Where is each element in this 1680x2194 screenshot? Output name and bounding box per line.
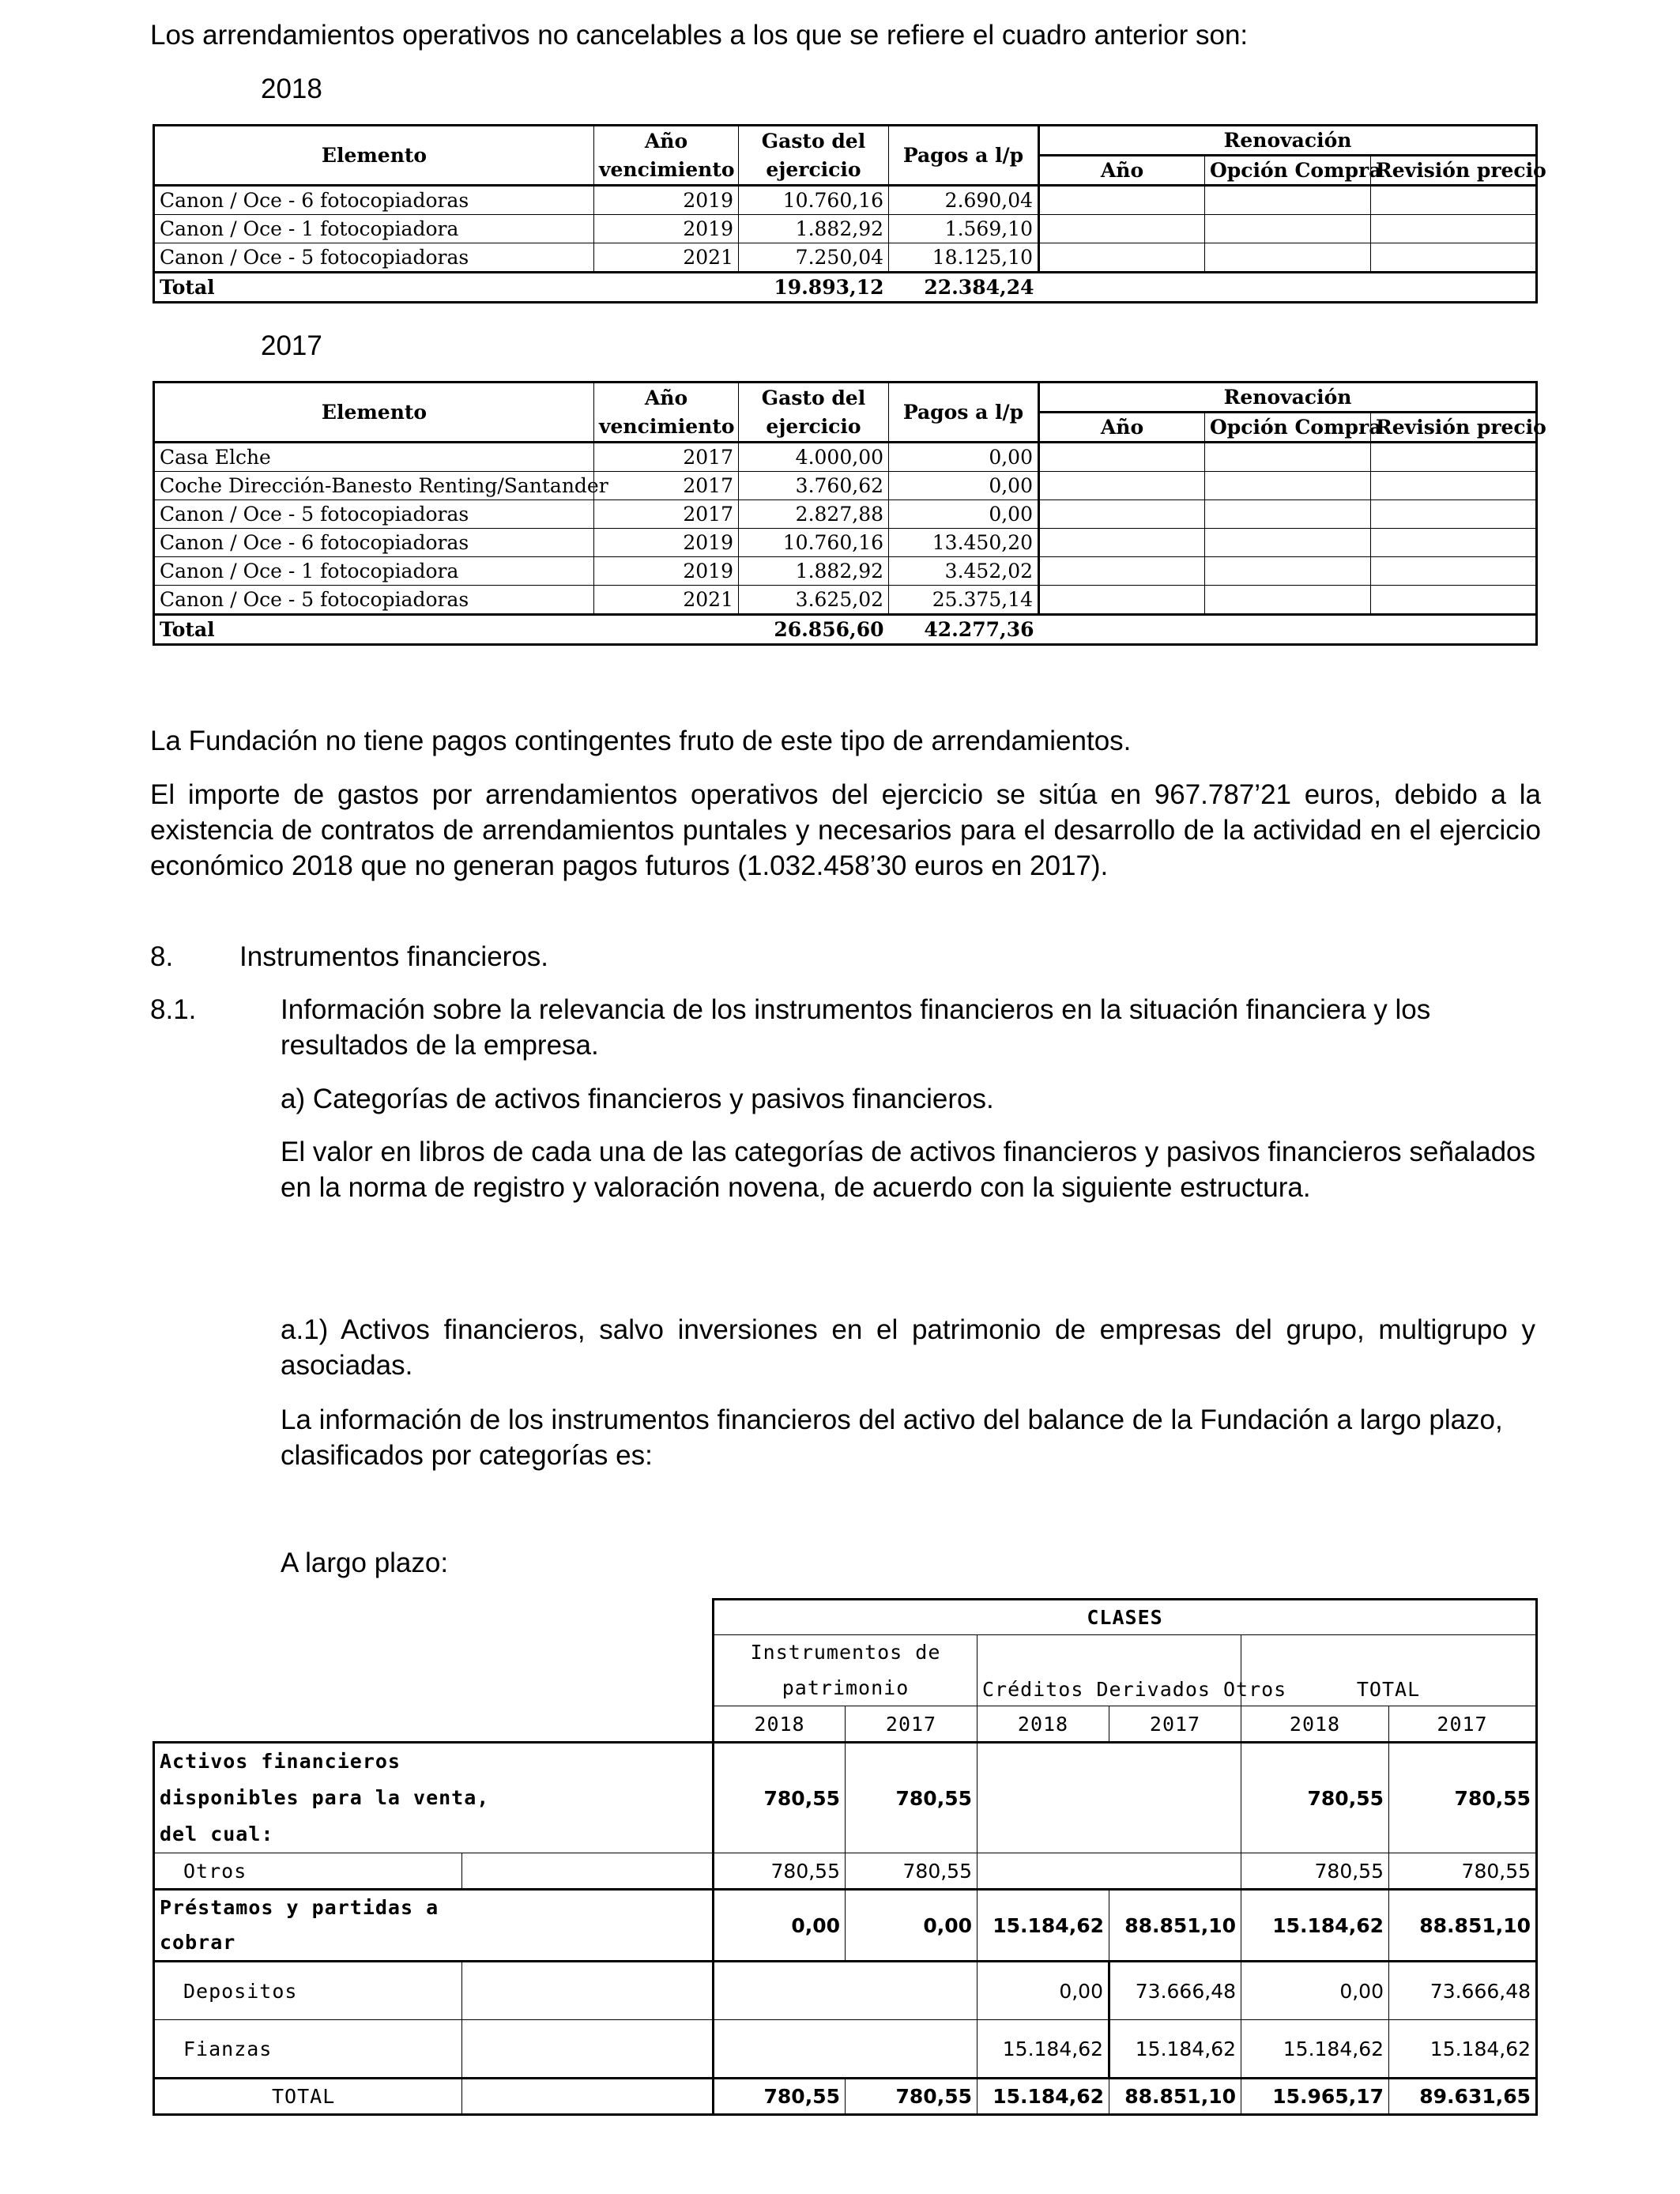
table-row [154,1853,1537,1890]
cell-empty [594,273,739,303]
value-cell: 89.631,65 [1389,2079,1537,2115]
row-label-line: del cual: [160,1823,274,1845]
cell-empty [1039,615,1205,645]
lease-table-2018 [153,124,1546,303]
cell-empty [462,2020,714,2079]
col-anio-venc: Año [594,383,739,413]
row-label-depositos: Depositos [154,1962,462,2020]
value-cell: 780,55 [1389,1853,1537,1890]
cell-empty [1371,557,1537,586]
cell-anio: 2017 [594,472,739,500]
cell-elemento: Casa Elche [154,443,594,472]
cell-empty [1205,500,1371,529]
table-row [154,586,1537,615]
lease-table-2017 [153,381,1546,646]
cell-elemento: Canon / Oce - 6 fotocopiadoras [154,186,594,215]
cell-empty [1371,443,1537,472]
cell-elemento: Canon / Oce - 1 fotocopiadora [154,557,594,586]
col-renov-opcion: Opción Compra [1205,413,1371,443]
year-col: 2018 [977,1706,1109,1743]
cell-pagos: 2.690,04 [889,186,1039,215]
col-elemento: Elemento [154,126,594,186]
year-col: 2017 [1389,1706,1537,1743]
value-cell: 15.965,17 [1241,2079,1389,2115]
table-row [154,557,1537,586]
value-cell: 780,55 [714,1853,846,1890]
total-label: Total [154,615,594,645]
value-cell: 15.184,62 [1109,2020,1241,2079]
cell-gasto: 1.882,92 [739,557,889,586]
cell-elemento: Canon / Oce - 6 fotocopiadoras [154,529,594,557]
value-cell: 15.184,62 [1241,1890,1389,1962]
cell-pagos: 1.569,10 [889,215,1039,243]
row-label-afd [154,1743,714,1853]
total-label: Total [154,273,594,303]
total-row [154,2079,1537,2115]
cell-pagos: 3.452,02 [889,557,1039,586]
cell-anio: 2019 [594,557,739,586]
value-cell: 780,55 [846,1743,977,1853]
value-cell: 15.184,62 [1241,2020,1389,2079]
cell-empty [1205,186,1371,215]
col-renovacion: Renovación [1039,126,1537,156]
cell-elemento: Coche Dirección-Banesto Renting/Santander [154,472,594,500]
table-row [154,472,1537,500]
cell-anio: 2019 [594,186,739,215]
cell-empty [1371,615,1537,645]
cell-anio: 2017 [594,500,739,529]
financial-instruments-table [153,1598,1538,2116]
cell-empty [154,1706,714,1743]
cell-pagos: 25.375,14 [889,586,1039,615]
year-col: 2018 [714,1706,846,1743]
cell-empty [1205,472,1371,500]
total-pagos: 22.384,24 [889,273,1039,303]
cell-empty [1039,443,1205,472]
cell-empty [154,1635,714,1670]
cell-gasto: 3.760,62 [739,472,889,500]
value-cell: 780,55 [1389,1743,1537,1853]
total-label: TOTAL [154,2079,462,2115]
col-renov-anio: Año [1039,156,1205,186]
table-row [154,2020,1537,2079]
contingentes-paragraph: La Fundación no tiene pagos contingentes fruto de este tipo de arrendamientos. [150,726,1132,756]
cell-anio: 2021 [594,586,739,615]
col-elemento: Elemento [154,383,594,443]
cell-empty [1039,529,1205,557]
sub-a-heading: a) Categorías de activos financieros y pasivos financieros. [281,1084,994,1114]
cell-empty [1371,500,1537,529]
table-row [154,215,1537,243]
value-cell: 780,55 [714,1743,846,1853]
value-cell [714,2020,977,2079]
cell-gasto: 4.000,00 [739,443,889,472]
section-title: Instrumentos financieros. [239,941,549,972]
year-col: 2017 [846,1706,977,1743]
cell-anio: 2021 [594,243,739,273]
total-header: TOTAL [1241,1635,1537,1706]
cell-gasto: 7.250,04 [739,243,889,273]
info-largo-paragraph: La información de los instrumentos financieros del activo del balance de la Fundación a largo plazo, clasificados por categorías es: [281,1404,1503,1471]
cell-anio: 2017 [594,443,739,472]
value-cell: 15.184,62 [1389,2020,1537,2079]
cell-empty [1039,586,1205,615]
cell-empty [462,1853,714,1890]
value-cell: 780,55 [846,1853,977,1890]
table-row [154,1962,1537,2020]
cell-gasto: 10.760,16 [739,529,889,557]
cell-empty [1371,243,1537,273]
cell-empty [1371,586,1537,615]
cell-elemento: Canon / Oce - 1 fotocopiadora [154,215,594,243]
importe-paragraph: El importe de gastos por arrendamientos operativos del ejercicio se sitúa en 967.787’21 euros, debido a la existencia de contratos de arrendamientos puntales y necesarios para el desarrollo de la actividad en el ejercicio económico 2018 que no generan pagos futuros (1.032.458’30 euros en 2017). [150,779,1541,881]
subsection-number: 8.1. [150,994,197,1025]
total-pagos: 42.277,36 [889,615,1039,645]
col-pagos: Pagos a l/p [889,126,1039,186]
creditos-header: Créditos Derivados Otros [977,1635,1241,1706]
cell-empty [1205,243,1371,273]
cell-empty [1039,186,1205,215]
value-cell: 780,55 [846,2079,977,2115]
cell-empty [594,615,739,645]
value-cell: 88.851,10 [1389,1890,1537,1962]
cell-empty [1205,215,1371,243]
col-anio-venc: Año [594,126,739,156]
sub-a1-heading: a.1) Activos financieros, salvo inversiones en el patrimonio de empresas del grupo, multigrupo y asociadas. [281,1314,1535,1381]
cell-gasto: 3.625,02 [739,586,889,615]
cell-empty [1039,243,1205,273]
col-pagos: Pagos a l/p [889,383,1039,443]
cell-empty [1039,215,1205,243]
cell-pagos: 0,00 [889,443,1039,472]
cell-elemento: Canon / Oce - 5 fotocopiadoras [154,586,594,615]
row-label-otros: Otros [154,1853,462,1890]
table-row [154,529,1537,557]
table-row [154,443,1537,472]
cell-pagos: 0,00 [889,472,1039,500]
col-renov-opcion: Opción Compra [1205,156,1371,186]
row-label-line: Préstamos y partidas a [160,1896,439,1919]
instrumentos-header-2: patrimonio [714,1670,977,1706]
cell-anio: 2019 [594,529,739,557]
cell-empty [1371,529,1537,557]
valor-libros-paragraph: El valor en libros de cada una de las categorías de activos financieros y pasivos financieros señalados en la norma de registro y valoración novena, de acuerdo con la siguiente estructura. [281,1137,1535,1203]
row-label-line: cobrar [160,1931,236,1954]
col-gasto: Gasto del [739,126,889,156]
cell-empty [1371,273,1537,303]
cell-gasto: 10.760,16 [739,186,889,215]
cell-empty [1039,500,1205,529]
value-cell: 0,00 [714,1890,846,1962]
cell-pagos: 18.125,10 [889,243,1039,273]
row-label-prestamos [154,1890,714,1962]
value-cell: 88.851,10 [1109,1890,1241,1962]
largo-plazo-label: A largo plazo: [281,1547,449,1578]
year-col: 2017 [1109,1706,1241,1743]
row-label-fianzas: Fianzas [154,2020,462,2079]
clases-header: CLASES [714,1600,1537,1635]
cell-empty [154,1600,714,1635]
value-cell: 88.851,10 [1109,2079,1241,2115]
table-row [154,1890,1537,1962]
row-label-line: disponibles para la venta, [160,1786,490,1809]
cell-empty [1039,472,1205,500]
cell-empty [1371,472,1537,500]
value-cell: 15.184,62 [977,2079,1109,2115]
cell-empty [1039,273,1205,303]
value-cell: 780,55 [714,2079,846,2115]
cell-empty [1205,615,1371,645]
col-gasto: Gasto del [739,383,889,413]
value-cell: 780,55 [1241,1853,1389,1890]
col-renov-revision: Revisión precio [1371,413,1537,443]
cell-empty [1371,186,1537,215]
cell-empty [1205,557,1371,586]
section-number: 8. [150,941,174,972]
cell-gasto: 1.882,92 [739,215,889,243]
cell-elemento: Canon / Oce - 5 fotocopiadoras [154,243,594,273]
year-label-2017: 2017 [261,330,322,361]
subsection-title: Información sobre la relevancia de los instrumentos financieros en la situación financiera y los resultados de la empresa. [281,994,1431,1061]
year-label-2018: 2018 [261,74,322,104]
total-row [154,273,1537,303]
value-cell: 15.184,62 [977,2020,1109,2079]
cell-empty [1205,586,1371,615]
col-anio-venc-2: vencimiento [594,156,739,186]
value-cell: 73.666,48 [1109,1962,1241,2020]
col-gasto-2: ejercicio [739,156,889,186]
table-row [154,1743,1537,1853]
cell-anio: 2019 [594,215,739,243]
value-cell: 0,00 [977,1962,1109,2020]
year-col: 2018 [1241,1706,1389,1743]
cell-empty [1039,557,1205,586]
cell-gasto: 2.827,88 [739,500,889,529]
cell-pagos: 13.450,20 [889,529,1039,557]
total-row [154,615,1537,645]
value-cell: 0,00 [1241,1962,1389,2020]
total-gasto: 19.893,12 [739,273,889,303]
col-anio-venc-2: vencimiento [594,413,739,443]
table-row [154,186,1537,215]
instrumentos-header: Instrumentos de [714,1635,977,1670]
cell-empty [1205,443,1371,472]
cell-empty [462,2079,714,2115]
cell-empty [1205,529,1371,557]
col-gasto-2: ejercicio [739,413,889,443]
value-cell [977,1853,1241,1890]
table-row [154,500,1537,529]
cell-empty [1371,215,1537,243]
value-cell: 780,55 [1241,1743,1389,1853]
table-row [154,243,1537,273]
value-cell: 73.666,48 [1389,1962,1537,2020]
cell-empty [1205,273,1371,303]
value-cell: 0,00 [846,1890,977,1962]
value-cell [977,1743,1241,1853]
total-gasto: 26.856,60 [739,615,889,645]
cell-pagos: 0,00 [889,500,1039,529]
col-renov-anio: Año [1039,413,1205,443]
value-cell: 15.184,62 [977,1890,1109,1962]
cell-empty [462,1962,714,2020]
col-renov-revision: Revisión precio [1371,156,1537,186]
value-cell [714,1962,977,2020]
cell-elemento: Canon / Oce - 5 fotocopiadoras [154,500,594,529]
cell-empty [154,1670,714,1706]
col-renovacion: Renovación [1039,383,1537,413]
row-label-line: Activos financieros [160,1750,401,1773]
intro-text: Los arrendamientos operativos no cancelables a los que se refiere el cuadro anterior son: [150,20,1249,51]
